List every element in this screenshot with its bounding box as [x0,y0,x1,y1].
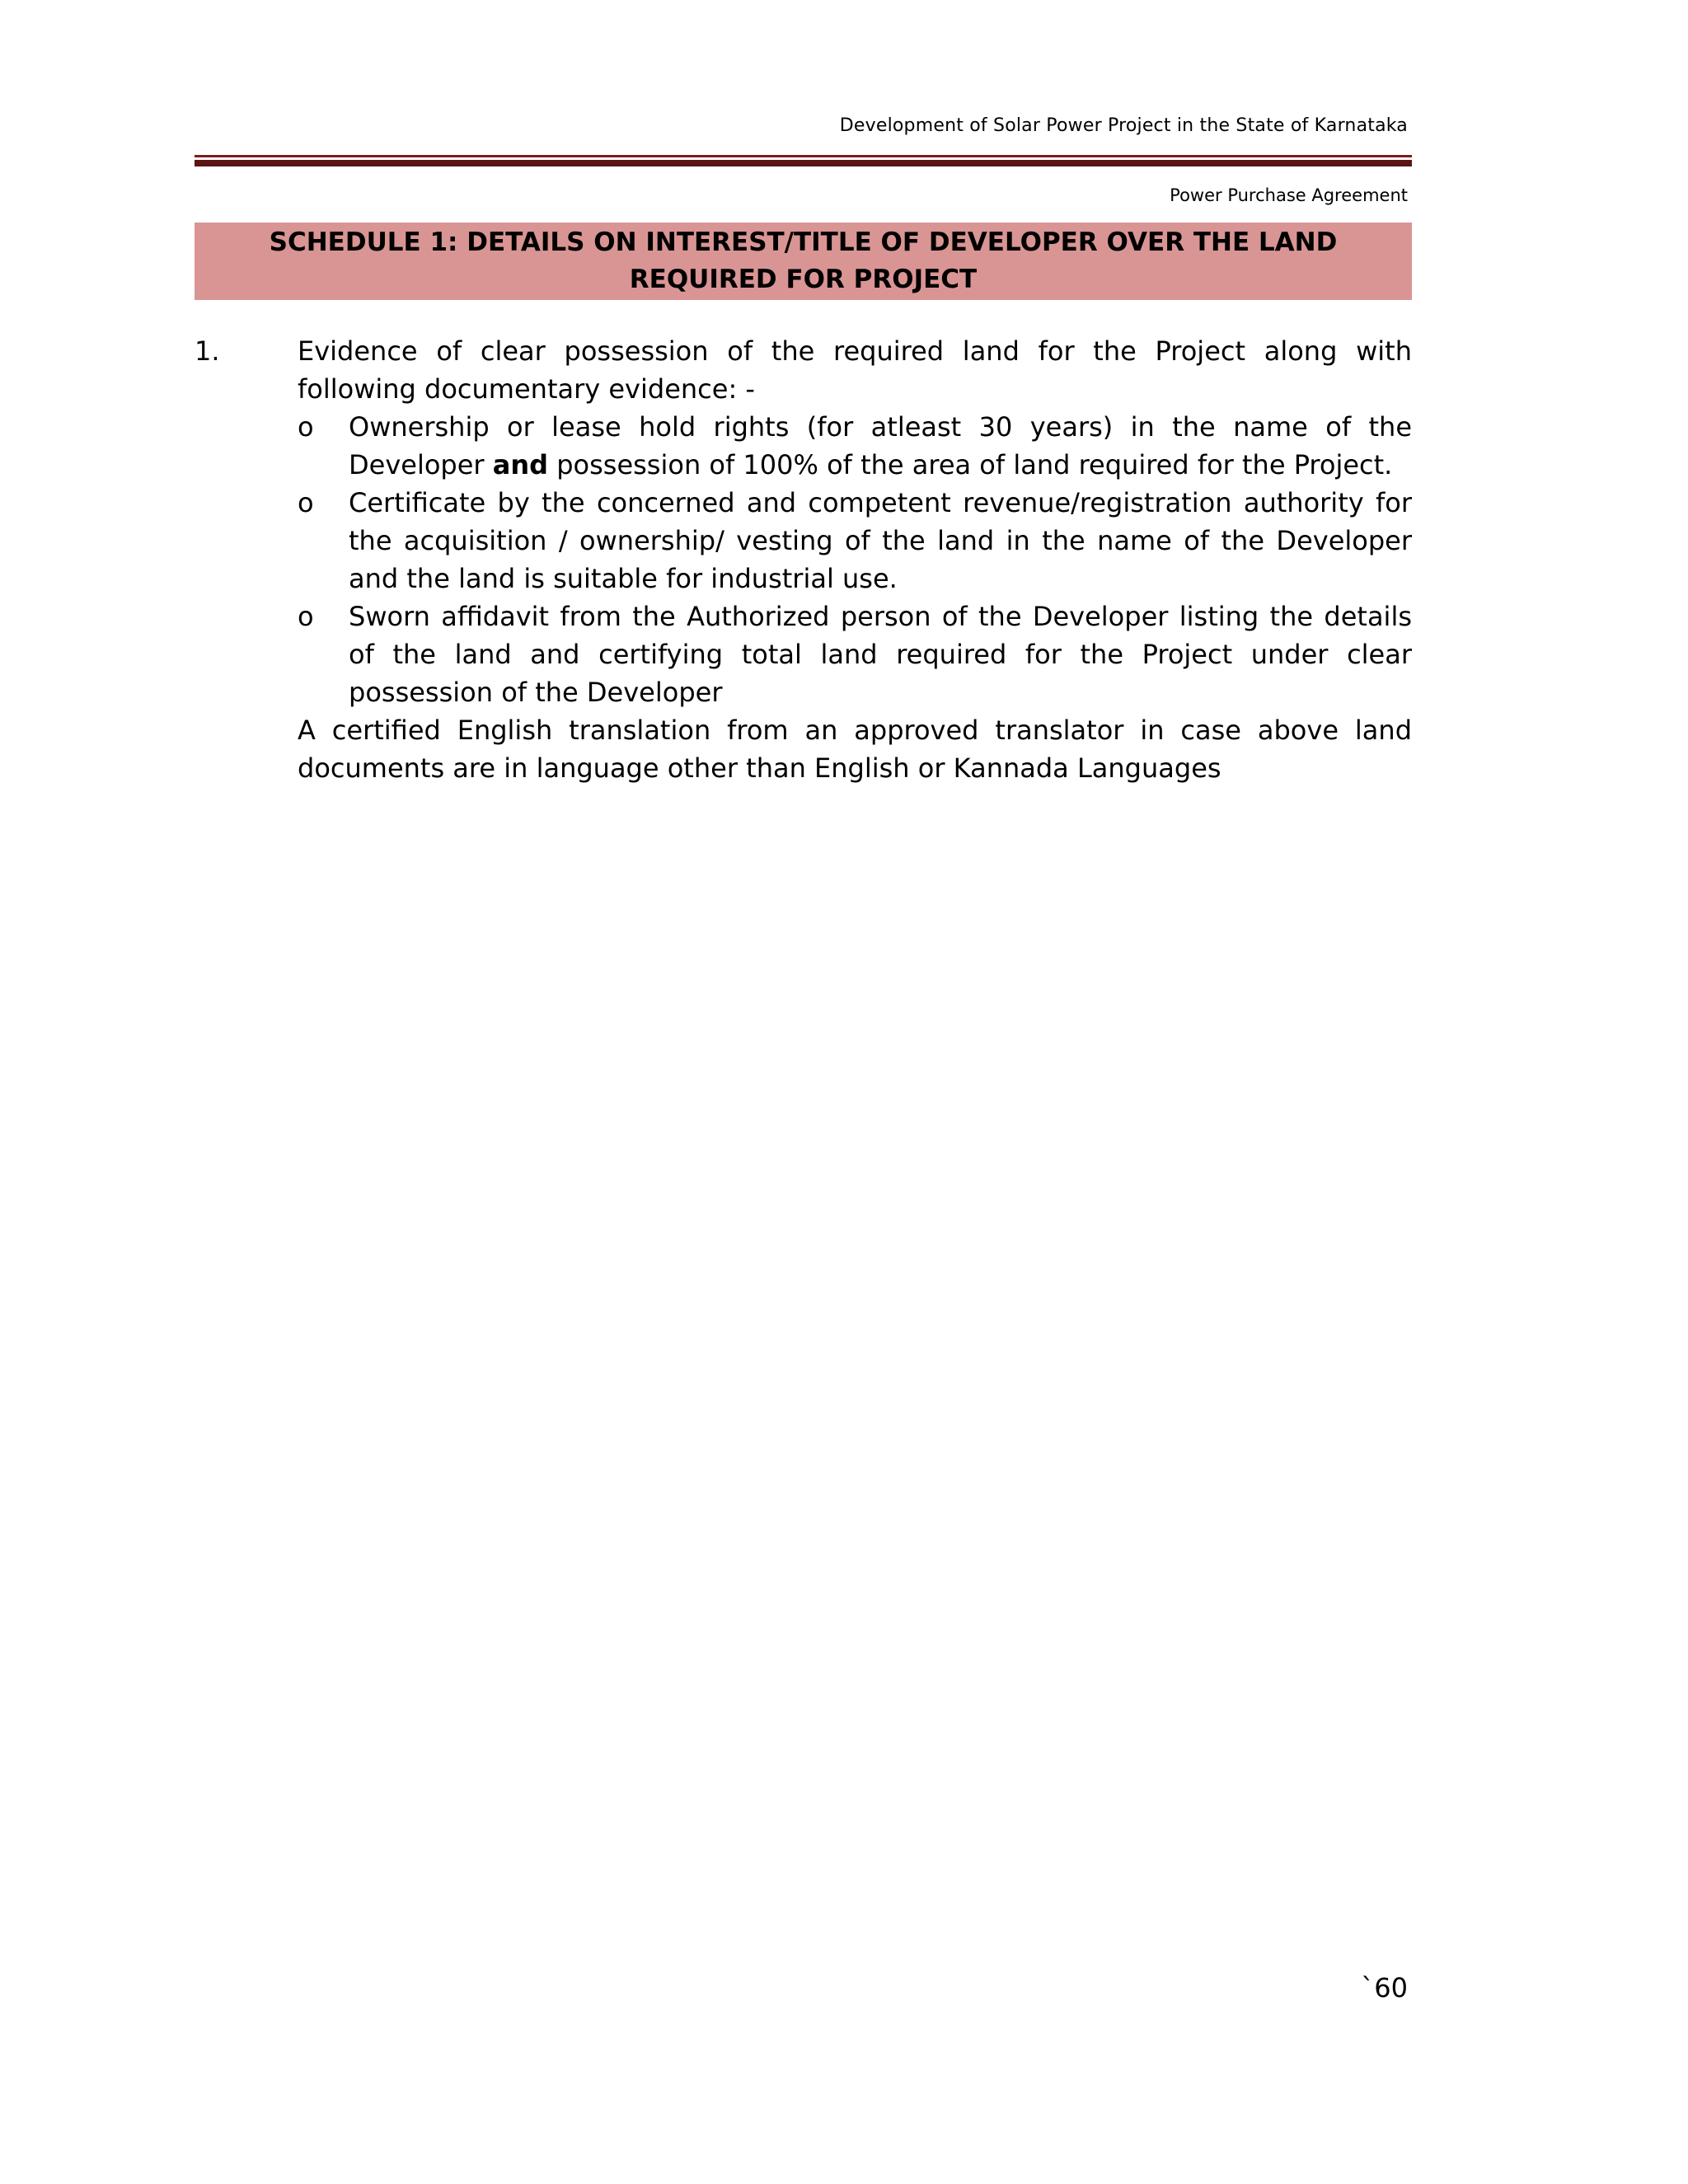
document-header-title: Development of Solar Power Project in the State of Karnataka [839,115,1408,136]
schedule-content [195,332,1412,787]
item-intro: Evidence of clear possession of the required land for the Project along with following documentary evidence: - [298,335,1412,405]
bullet-bold-text: and [492,449,549,480]
page-number: `60 [1361,1972,1408,2004]
bullet-text: Certificate by the concerned and competent revenue/registration authority for the acquisition / ownership/ vesting of the land in the name of the Developer and the land is suitable for industrial use. [349,487,1412,594]
bullet-circle-icon: o [298,411,314,443]
bullet-item-ownership [298,408,1412,484]
bullet-text: Sworn affidavit from the Authorized person of the Developer listing the details of the land and certifying total land required for the Project under clear possession of the Developer [349,601,1412,708]
bullet-text: Ownership or lease hold rights (for atleast 30 years) in the name of the Developer [349,411,1412,480]
evidence-bullet-list [195,408,1412,711]
schedule-heading: SCHEDULE 1: DETAILS ON INTEREST/TITLE OF DEVELOPER OVER THE LAND REQUIRED FOR PROJECT [269,227,1338,294]
translation-note: A certified English translation from an approved translator in case above land documents are in language other than English or Kannada Languages [298,715,1412,784]
header-divider [195,155,1412,166]
bullet-item-certificate [298,484,1412,598]
numbered-item [195,332,1412,408]
item-number: 1. [195,335,220,367]
bullet-circle-icon: o [298,487,314,518]
bullet-text-continued: possession of 100% of the area of land required for the Project. [548,449,1393,480]
bullet-item-affidavit [298,598,1412,711]
bullet-circle-icon: o [298,601,314,632]
header-divider-thick-line [195,160,1412,166]
schedule-heading-banner [195,223,1412,300]
document-subtitle: Power Purchase Agreement [1170,185,1408,205]
